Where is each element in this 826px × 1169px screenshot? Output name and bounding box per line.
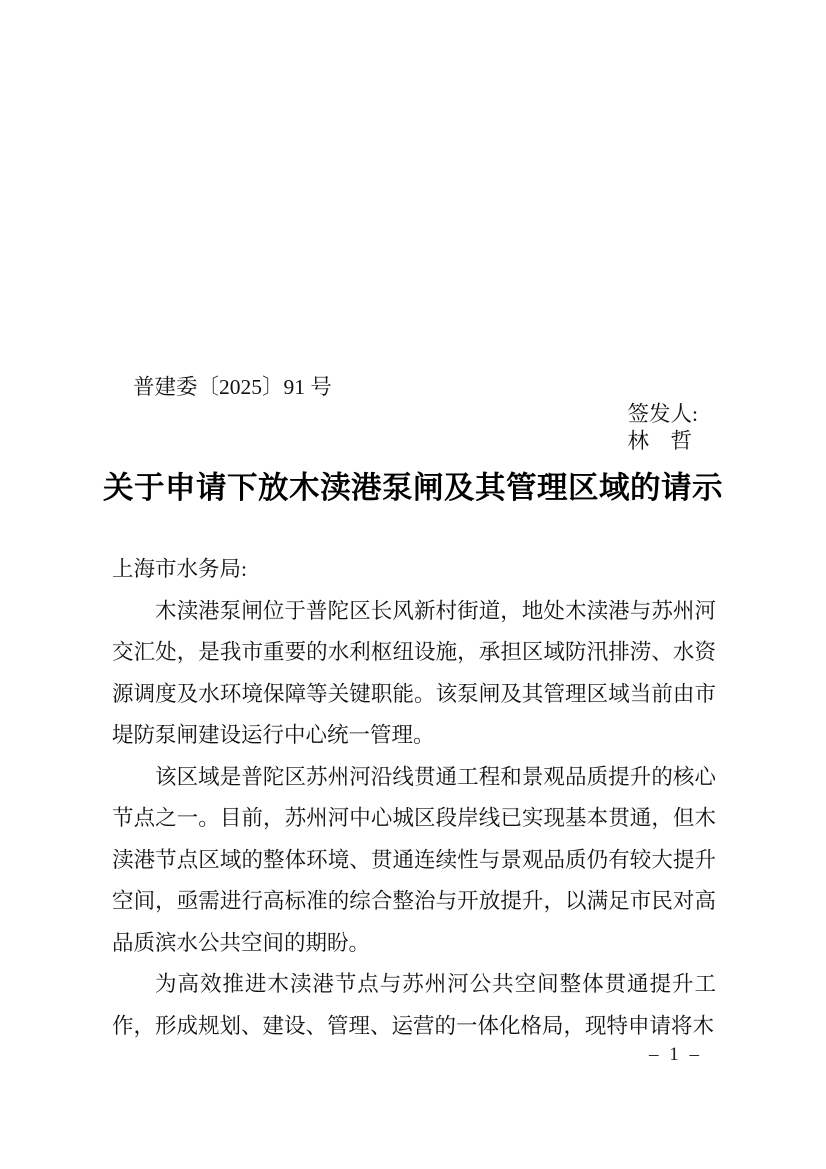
issuer-label: 签发人: — [627, 402, 698, 426]
body-paragraph: 该区域是普陀区苏州河沿线贯通工程和景观品质提升的核心节点之一。目前，苏州河中心城区段岸线已实现基本贯通，但木渎港节点区域的整体环境、贯通连续性与景观品质仍有较大提升空间，亟需进行高标准的综合整治与开放提升，以满足市民对高品质滨水公共空间的期盼。 — [112, 764, 716, 955]
body-paragraph: 为高效推进木渎港节点与苏州河公共空间整体贯通提升工作，形成规划、建设、管理、运营的一体化格局，现特申请将木 — [112, 972, 716, 1038]
page-number: – 1 – — [649, 1044, 702, 1065]
doc-number: 普建委〔2025〕91 号 — [133, 375, 332, 399]
salutation: 上海市水务局: — [112, 557, 247, 581]
doc-title: 关于申请下放木渎港泵闸及其管理区域的请示 — [103, 471, 723, 505]
body-paragraph: 木渎港泵闸位于普陀区长风新村街道，地处木渎港与苏州河交汇处，是我市重要的水利枢纽设施，承担区域防汛排涝、水资源调度及水环境保障等关键职能。该泵闸及其管理区域当前由市堤防泵闸建设运行中心统一管理。 — [112, 598, 716, 747]
doc-body — [112, 549, 716, 1047]
issuer-name: 林 哲 — [627, 429, 693, 453]
